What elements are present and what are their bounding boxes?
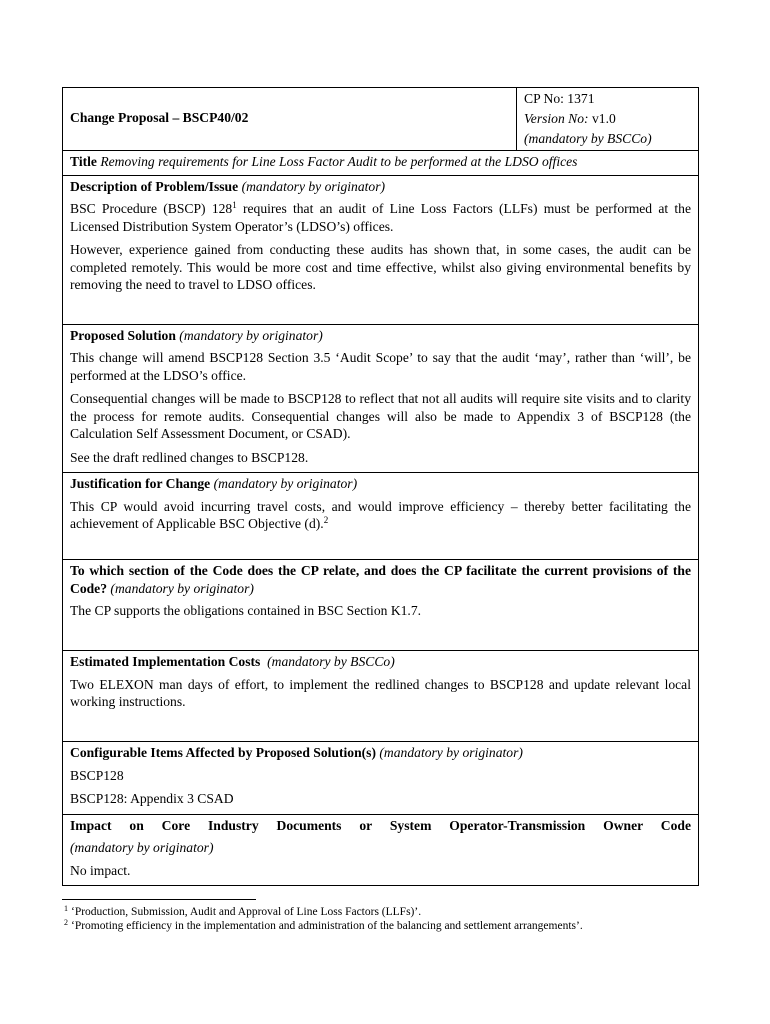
costs-heading (70, 653, 691, 671)
impact-paragraph: No impact. (70, 862, 131, 878)
configurable-heading-text: Configurable Items Affected by Proposed Solution(s) (70, 745, 376, 760)
proposed-solution-section (63, 324, 699, 473)
proposed-heading (70, 327, 691, 345)
proposed-paragraph-2: Consequential changes will be made to BSCP128 to reflect that not all audits will require site visits and to clarity the process for remote audits. Consequential changes will also be made to Appendix 3 of BSCP128 (the Calculation Self Assessment Document, or CSAD). (70, 391, 691, 441)
footnote-number: 1 (64, 904, 68, 913)
footnote-number: 2 (64, 918, 68, 927)
title-text: Removing requirements for Line Loss Factor Audit to be performed at the LDSO offices (100, 154, 578, 169)
configurable-item: BSCP128 (70, 767, 124, 783)
description-mandatory: (mandatory by originator) (241, 178, 386, 194)
impact-mandatory: (mandatory by originator) (70, 840, 214, 855)
costs-section (63, 651, 699, 742)
description-paragraph-1 (70, 200, 691, 235)
version-value: v1.0 (591, 111, 616, 126)
change-proposal-form (62, 87, 698, 886)
code-section-mandatory: (mandatory by originator) (110, 580, 254, 596)
costs-cell (63, 651, 699, 742)
footnote-ref-1[interactable]: 1 (232, 200, 237, 210)
configurable-mandatory: (mandatory by originator) (379, 745, 523, 760)
costs-paragraph: Two ELEXON man days of effort, to implement the redlined changes to BSCP128 and update relevant local working instructions. (70, 676, 691, 709)
title-cell (63, 151, 699, 176)
description-heading (70, 178, 691, 196)
description-paragraph-2: However, experience gained from conducting these audits has shown that, in some cases, the audit can be completed remotely. This would be more cost and time effective, whilst also giving environmental benefits by removing the need to travel to LDSO offices. (70, 242, 691, 292)
header-mandatory-note: (mandatory by BSCCo) (524, 131, 652, 146)
footnotes (64, 905, 704, 933)
version-number (524, 109, 691, 129)
change-proposal-table (62, 87, 699, 886)
code-section-paragraph: The CP supports the obligations contained in BSC Section K1.7. (70, 603, 422, 618)
impact-cell (63, 814, 699, 886)
code-section-section (63, 560, 699, 651)
title-row (63, 151, 699, 176)
justification-text: This CP would avoid incurring travel costs, and would improve efficiency – thereby better facilitating the achievement of Applicable BSC Objective (d). (70, 498, 691, 531)
code-section-heading (70, 562, 691, 597)
costs-heading-text: Estimated Implementation Costs (70, 654, 261, 669)
impact-heading-text: Impact on Core Industry Documents or System Operator-Transmission Owner Code (70, 817, 691, 833)
impact-section (63, 814, 699, 886)
proposed-paragraph-1: This change will amend BSCP128 Section 3.5 ‘Audit Scope’ to say that the audit ‘may’, rather than ‘will’, be performed at the LDSO’s office. (70, 350, 691, 383)
proposed-solution-cell (63, 324, 699, 473)
impact-heading (70, 817, 691, 835)
proposed-heading-text: Proposed Solution (70, 327, 176, 343)
configurable-items-cell (63, 742, 699, 815)
justification-paragraph (70, 498, 691, 533)
footnote-item (64, 905, 704, 919)
justification-heading-text: Justification for Change (70, 476, 211, 491)
description-heading-text: Description of Problem/Issue (70, 178, 239, 194)
footnote-text: ‘Promoting efficiency in the implementation and administration of the balancing and settlement arrangements’. (71, 920, 583, 932)
configurable-items-section (63, 742, 699, 815)
justification-heading (70, 475, 691, 493)
footnote-divider (62, 899, 256, 900)
form-title: Change Proposal – BSCP40/02 (63, 88, 517, 151)
title-label: Title (70, 154, 97, 169)
version-label: Version No: (524, 111, 589, 126)
configurable-heading (70, 744, 691, 762)
proposed-paragraph-3: See the draft redlined changes to BSCP128. (70, 449, 309, 465)
footnote-text: ‘Production, Submission, Audit and Approval of Line Loss Factors (LLFs)’. (71, 906, 422, 918)
code-section-heading-text: To which section of the Code does the CP relate, and does the CP facilitate the current provisions of the Code? (70, 563, 691, 596)
configurable-item: BSCP128: Appendix 3 CSAD (70, 791, 234, 806)
costs-mandatory: (mandatory by BSCCo) (267, 654, 395, 669)
description-cell (63, 175, 699, 324)
header-row (63, 88, 699, 151)
description-section (63, 175, 699, 324)
footnote-item (64, 919, 704, 933)
justification-cell (63, 473, 699, 560)
footnote-ref-2[interactable]: 2 (323, 515, 329, 525)
code-section-cell (63, 560, 699, 651)
justification-section (63, 473, 699, 560)
description-p1-text-a: BSC Procedure (BSCP) 128 (70, 201, 233, 216)
cp-number: CP No: 1371 (524, 91, 595, 106)
justification-mandatory: (mandatory by originator) (213, 476, 358, 491)
header-meta (517, 88, 699, 151)
proposed-mandatory: (mandatory by originator) (179, 327, 323, 343)
description-p1-text-b: requires that an audit of Line Loss Factors (LLFs) must be performed at the Licensed Distribution System Operator’s (LDSO’s) offices. (70, 201, 691, 234)
